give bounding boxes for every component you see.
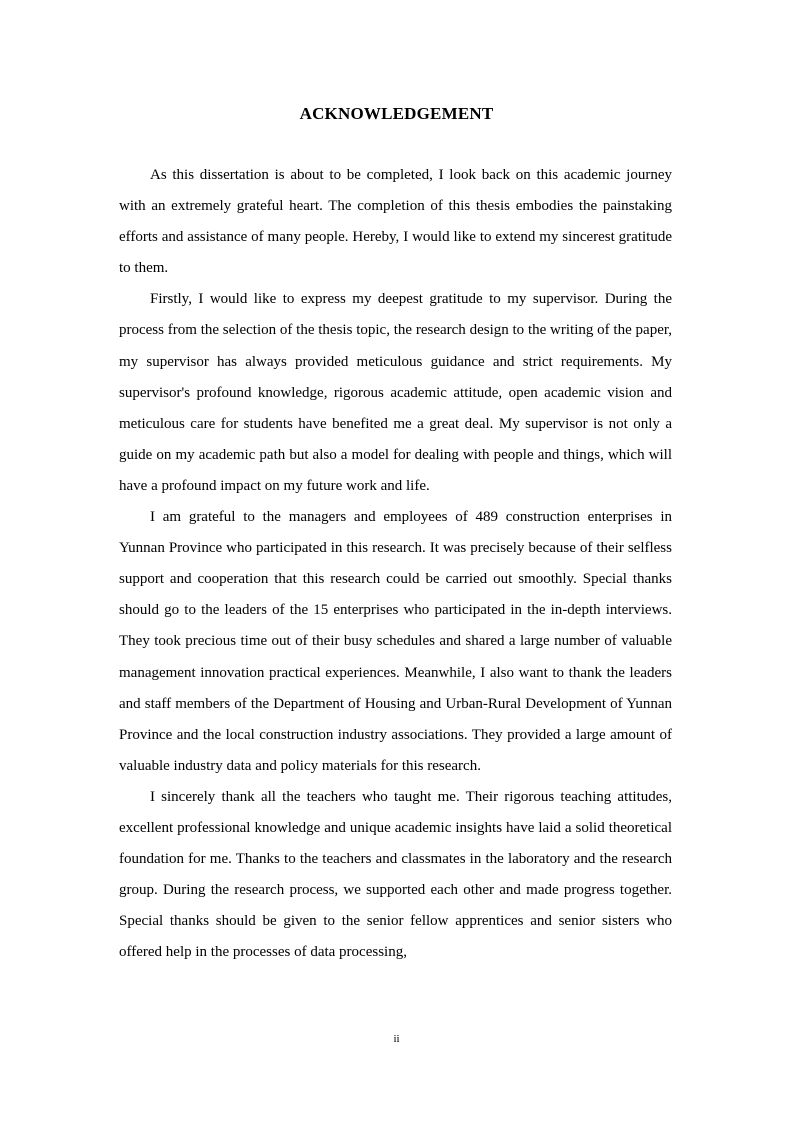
page-number: ii [393,1033,400,1045]
page-title: ACKNOWLEDGEMENT [299,104,494,123]
paragraph-4: I sincerely thank all the teachers who taught me. Their rigorous teaching attitudes, excellent professional knowledge and unique academic insights have laid a solid theoretical foundation for me. Thanks to the teachers and classmates in the laboratory and the research group. During the research process, we supported each other and made progress together. Special thanks should be given to the senior fellow apprentices and senior sisters who offered help in the processes of data processing, [119,788,672,961]
body-text [119,160,672,968]
paragraph-1: As this dissertation is about to be completed, I look back on this academic journey with an extremely grateful heart. The completion of this thesis embodies the painstaking efforts and assistance of many people. Hereby, I would like to extend my sincerest gratitude to them. [119,167,672,277]
paragraph-2: Firstly, I would like to express my deepest gratitude to my supervisor. During the process from the selection of the thesis topic, the research design to the writing of the paper, my supervisor has always provided meticulous guidance and strict requirements. My supervisor's profound knowledge, rigorous academic attitude, open academic vision and meticulous care for students have benefited me a great deal. My supervisor is not only a guide on my academic path but also a model for dealing with people and things, which will have a profound impact on my future work and life. [119,291,672,494]
paragraph-3: I am grateful to the managers and employees of 489 construction enterprises in Yunnan Province who participated in this research. It was precisely because of their selfless support and cooperation that this research could be carried out smoothly. Special thanks should go to the leaders of the 15 enterprises who participated in the in-depth interviews. They took precious time out of their busy schedules and shared a large number of valuable management innovation practical experiences. Meanwhile, I also want to thank the leaders and staff members of the Department of Housing and Urban-Rural Development of Yunnan Province and the local construction industry associations. They provided a large amount of valuable industry data and policy materials for this research. [119,509,672,774]
